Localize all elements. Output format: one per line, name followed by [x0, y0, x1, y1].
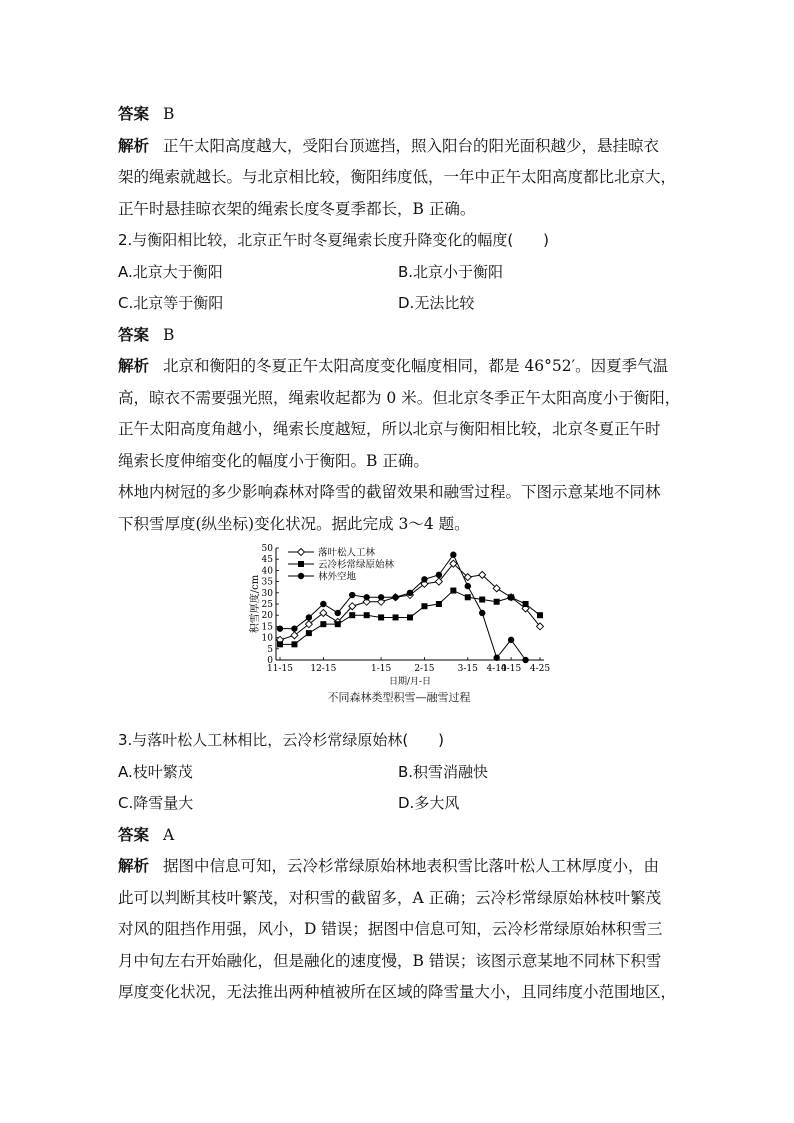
y-tick-label: 0 [267, 656, 273, 666]
q3-analysis-label: 解析 [118, 856, 150, 875]
series-3-point [407, 590, 413, 596]
y-tick-label: 45 [261, 555, 273, 566]
q2-question: 2.与衡阳相比较，北京正午时冬夏绳索长度升降变化的幅度( ) [118, 231, 550, 249]
q3-analysis-line-5: 厚度变化状况，无法推出两种植被所在区域的降雪量大小，且同纬度小范围地区， [118, 983, 677, 1001]
series-3-point [450, 552, 456, 558]
x-tick-label: 11-15 [267, 664, 293, 674]
series-3-point [479, 610, 485, 616]
y-tick-label: 35 [261, 577, 273, 588]
q2-answer-value: B [163, 326, 175, 344]
series-2-point [335, 621, 341, 627]
q3-option-c: C.降雪量大 [118, 794, 194, 812]
q3-analysis-line-1 [118, 856, 659, 876]
q2-analysis-line-3: 正午太阳高度角越小，绳索长度越短，所以北京与衡阳相比较，北京冬夏正午时 [118, 420, 661, 438]
y-tick-label: 10 [261, 633, 273, 644]
q2-analysis-text-1: 北京和衡阳的冬夏正午太阳高度变化幅度相同，都是 46°52′。因夏季气温 [163, 357, 669, 375]
intro-line-2: 下积雪厚度(纵坐标)变化状况。据此完成 3～4 题。 [118, 515, 470, 533]
chart-caption: 不同森林类型积雪—融雪过程 [327, 691, 471, 704]
q1-analysis-label: 解析 [118, 136, 150, 155]
q3-analysis-line-3: 对风的阻挡作用强，风小，D 错误；据图中信息可知，云冷杉常绿原始林积雪三 [118, 920, 663, 938]
series-2-point [277, 641, 283, 647]
legend-marker-3 [298, 573, 304, 579]
legend-marker-1 [298, 549, 305, 556]
series-2-point [393, 614, 399, 620]
y-tick-label: 20 [261, 611, 273, 622]
q2-analysis-line-1 [118, 356, 668, 376]
legend-marker-2 [298, 561, 304, 567]
q2-analysis-line-2: 高，晾衣不需要强光照，绳索收起都为 0 米。但北京冬季正午太阳高度小于衡阳， [118, 389, 681, 407]
q2-option-b: B.北京小于衡阳 [398, 263, 504, 281]
series-2-point [436, 601, 442, 607]
series-2-point [407, 614, 413, 620]
series-2-point [494, 599, 500, 605]
q3-analysis-line-2: 此可以判断其枝叶繁茂，对积雪的截留多，A 正确；云冷杉常绿原始林枝叶繁茂 [118, 889, 662, 907]
q2-option-a: A.北京大于衡阳 [118, 263, 223, 281]
q2-option-c: C.北京等于衡阳 [118, 294, 224, 312]
x-tick-label: 4-25 [529, 664, 551, 674]
q1-answer-value: B [163, 105, 175, 123]
q1-analysis-line-2: 架的绳索就越长。与北京相比较，衡阳纬度低，一年中正午太阳高度都比北京大， [118, 168, 677, 186]
series-3-point [392, 594, 398, 600]
x-tick-label: 4-10 [486, 664, 507, 674]
series-2-point [479, 597, 485, 603]
q3-option-d: D.多大风 [398, 794, 460, 812]
y-tick-label: 15 [261, 622, 273, 633]
series-3-point [493, 655, 499, 661]
series-2-point [364, 612, 370, 618]
q3-analysis-line-4: 月中旬左右开始融化，但是融化的速度慢，B 错误；该图示意某地不同林下积雪 [118, 952, 662, 970]
q3-question: 3.与落叶松人工林相比，云冷杉常绿原始林( ) [118, 731, 445, 749]
x-tick-label: 3-15 [457, 664, 478, 674]
y-tick-label: 50 [261, 544, 273, 554]
series-2-point [306, 630, 312, 636]
series-2-point [450, 588, 456, 594]
series-line-3 [280, 555, 526, 660]
x-tick-label: 4-15 [500, 664, 522, 674]
q3-answer-value: A [163, 826, 175, 844]
series-3-point [436, 572, 442, 578]
intro-line-1: 林地内树冠的多少影响森林对降雪的截留效果和融雪过程。下图示意某地不同林 [118, 483, 661, 501]
y-tick-label: 5 [267, 644, 273, 655]
series-2-point [378, 614, 384, 620]
series-2-point [537, 612, 543, 618]
series-3-point [421, 576, 427, 582]
snow-depth-chart [244, 540, 554, 690]
q2-analysis-line-4: 绳索长度伸缩变化的幅度小于衡阳。B 正确。 [118, 452, 429, 470]
series-2-point [523, 601, 529, 607]
x-tick-label: 2-15 [414, 664, 435, 674]
series-3-point [378, 594, 384, 600]
series-3-point [277, 625, 283, 631]
q1-analysis-line-1 [118, 136, 659, 156]
q3-analysis-text-1: 据图中信息可知，云冷杉常绿原始林地表积雪比落叶松人工林厚度小，由 [163, 857, 660, 875]
q1-analysis-line-3: 正午时悬挂晾衣架的绳索长度冬夏季都长，B 正确。 [118, 200, 476, 218]
series-2-point [349, 612, 355, 618]
q3-answer-label: 答案 [118, 825, 150, 844]
series-2-point [291, 641, 297, 647]
series-2-point [320, 621, 326, 627]
series-3-point [291, 625, 297, 631]
q2-option-d: D.无法比较 [398, 294, 475, 312]
q3-answer-line [118, 825, 174, 845]
y-tick-label: 30 [261, 588, 273, 599]
series-2-point [508, 594, 514, 600]
q2-answer-label: 答案 [118, 325, 150, 344]
q1-answer-line [118, 104, 174, 124]
legend-label-2: 云冷杉常绿原始林 [318, 559, 395, 571]
series-3-point [465, 583, 471, 589]
q2-analysis-label: 解析 [118, 356, 150, 375]
series-3-point [363, 594, 369, 600]
series-2-point [465, 594, 471, 600]
y-tick-label: 40 [261, 566, 273, 577]
x-axis-label: 日期/月-日 [388, 677, 432, 687]
y-axis-label: 积雪厚度/cm [250, 574, 261, 634]
series-3-point [508, 637, 514, 643]
x-tick-label: 1-15 [370, 664, 392, 674]
legend-label-3: 林外空地 [318, 571, 357, 583]
series-2-point [421, 603, 427, 609]
series-3-point [306, 614, 312, 620]
legend-label-1: 落叶松人工林 [318, 547, 376, 559]
series-3-point [522, 657, 528, 663]
q2-answer-line [118, 325, 174, 345]
x-tick-label: 12-15 [310, 664, 337, 674]
q1-analysis-text-1: 正午太阳高度越大，受阳台顶遮挡，照入阳台的阳光面积越少，悬挂晾衣 [163, 137, 660, 155]
y-tick-label: 25 [261, 600, 273, 610]
q3-option-a: A.枝叶繁茂 [118, 763, 193, 781]
series-3-point [335, 610, 341, 616]
q1-answer-label: 答案 [118, 104, 150, 123]
series-3-point [349, 592, 355, 598]
series-3-point [320, 601, 326, 607]
q3-option-b: B.积雪消融快 [398, 763, 489, 781]
